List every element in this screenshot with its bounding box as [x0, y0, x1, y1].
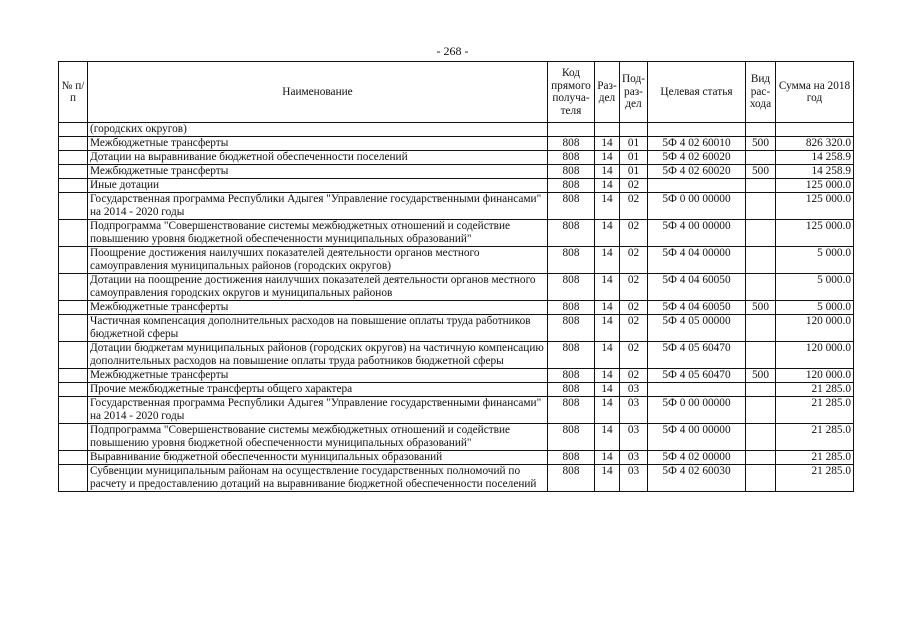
- row-subsection: [620, 123, 648, 137]
- row-expense-type: 500: [746, 165, 776, 179]
- row-num: [59, 301, 88, 315]
- row-num: [59, 179, 88, 193]
- row-num: [59, 315, 88, 342]
- row-amount: 125 000.0: [776, 179, 854, 193]
- row-target: 5Ф 4 04 60050: [648, 274, 746, 301]
- row-code: 808: [548, 151, 595, 165]
- row-amount: 120 000.0: [776, 315, 854, 342]
- row-name: Частичная компенсация дополнительных расходов на повышение оплаты труда работников бюджетной сферы: [88, 315, 548, 342]
- row-target: 5Ф 4 04 00000: [648, 247, 746, 274]
- row-subsection: 02: [620, 274, 648, 301]
- row-code: 808: [548, 369, 595, 383]
- row-code: 808: [548, 424, 595, 451]
- row-expense-type: [746, 465, 776, 492]
- row-num: [59, 220, 88, 247]
- row-section: 14: [595, 342, 620, 369]
- row-code: 808: [548, 301, 595, 315]
- table-row: [59, 301, 854, 315]
- row-num: [59, 383, 88, 397]
- row-amount: 21 285.0: [776, 424, 854, 451]
- row-code: 808: [548, 451, 595, 465]
- header-amount: Сумма на 2018 год: [776, 62, 854, 123]
- row-subsection: 01: [620, 151, 648, 165]
- table-row: [59, 165, 854, 179]
- row-num: [59, 451, 88, 465]
- row-target: [648, 179, 746, 193]
- row-section: 14: [595, 151, 620, 165]
- row-amount: 826 320.0: [776, 137, 854, 151]
- row-num: [59, 151, 88, 165]
- row-name: Межбюджетные трансферты: [88, 137, 548, 151]
- row-subsection: 02: [620, 301, 648, 315]
- row-name: Дотации на выравнивание бюджетной обеспеченности поселений: [88, 151, 548, 165]
- row-amount: 14 258.9: [776, 165, 854, 179]
- row-code: 808: [548, 220, 595, 247]
- row-subsection: 03: [620, 383, 648, 397]
- table-row: [59, 137, 854, 151]
- row-code: 808: [548, 315, 595, 342]
- row-subsection: 02: [620, 220, 648, 247]
- header-code: Код прямого получа-теля: [548, 62, 595, 123]
- row-name: Дотации на поощрение достижения наилучших показателей деятельности органов местного самоуправления городских округов и муниципальных районов: [88, 274, 548, 301]
- row-name: Межбюджетные трансферты: [88, 301, 548, 315]
- row-code: 808: [548, 274, 595, 301]
- row-expense-type: [746, 151, 776, 165]
- table-row: [59, 315, 854, 342]
- row-subsection: 02: [620, 369, 648, 383]
- row-name: Иные дотации: [88, 179, 548, 193]
- row-expense-type: [746, 179, 776, 193]
- row-code: 808: [548, 137, 595, 151]
- row-section: 14: [595, 383, 620, 397]
- row-target: 5Ф 4 02 60030: [648, 465, 746, 492]
- row-expense-type: 500: [746, 137, 776, 151]
- row-expense-type: [746, 220, 776, 247]
- table-row: [59, 274, 854, 301]
- row-subsection: 03: [620, 451, 648, 465]
- row-section: 14: [595, 274, 620, 301]
- header-name: Наименование: [88, 62, 548, 123]
- row-target: 5Ф 4 02 60010: [648, 137, 746, 151]
- row-subsection: 03: [620, 465, 648, 492]
- row-amount: 21 285.0: [776, 383, 854, 397]
- row-expense-type: [746, 315, 776, 342]
- row-section: 14: [595, 465, 620, 492]
- row-section: 14: [595, 220, 620, 247]
- table-row: [59, 193, 854, 220]
- row-amount: 21 285.0: [776, 451, 854, 465]
- row-code: 808: [548, 165, 595, 179]
- row-amount: 5 000.0: [776, 301, 854, 315]
- row-code: 808: [548, 179, 595, 193]
- row-num: [59, 397, 88, 424]
- row-target: 5Ф 0 00 00000: [648, 193, 746, 220]
- row-amount: 120 000.0: [776, 342, 854, 369]
- row-name: Подпрограмма "Совершенствование системы межбюджетных отношений и содействие повышению уровня бюджетной обеспеченности муниципальных образований": [88, 424, 548, 451]
- table-row: [59, 151, 854, 165]
- header-expense-type: Вид рас-хода: [746, 62, 776, 123]
- row-code: 808: [548, 465, 595, 492]
- row-name: Государственная программа Республики Адыгея "Управление государственными финансами" на 2014 - 2020 годы: [88, 193, 548, 220]
- page-number: - 268 -: [436, 44, 469, 58]
- row-target: 5Ф 4 00 00000: [648, 424, 746, 451]
- row-target: 5Ф 0 00 00000: [648, 397, 746, 424]
- row-section: [595, 123, 620, 137]
- row-subsection: 03: [620, 397, 648, 424]
- table-row: [59, 179, 854, 193]
- row-section: 14: [595, 397, 620, 424]
- row-subsection: 02: [620, 179, 648, 193]
- row-num: [59, 342, 88, 369]
- row-amount: 14 258.9: [776, 151, 854, 165]
- row-expense-type: [746, 397, 776, 424]
- table-row: [59, 247, 854, 274]
- row-expense-type: [746, 274, 776, 301]
- row-subsection: 02: [620, 315, 648, 342]
- row-target: [648, 383, 746, 397]
- row-num: [59, 274, 88, 301]
- row-section: 14: [595, 179, 620, 193]
- table-row: [59, 369, 854, 383]
- row-subsection: 02: [620, 193, 648, 220]
- row-target: 5Ф 4 02 60020: [648, 165, 746, 179]
- row-num: [59, 424, 88, 451]
- row-expense-type: [746, 193, 776, 220]
- row-target: 5Ф 4 00 00000: [648, 220, 746, 247]
- row-amount: [776, 123, 854, 137]
- row-code: [548, 123, 595, 137]
- row-expense-type: 500: [746, 369, 776, 383]
- row-name: Прочие межбюджетные трансферты общего характера: [88, 383, 548, 397]
- header-target: Целевая статья: [648, 62, 746, 123]
- row-num: [59, 123, 88, 137]
- table-row: [59, 424, 854, 451]
- table-row: [59, 465, 854, 492]
- row-amount: 5 000.0: [776, 274, 854, 301]
- row-num: [59, 369, 88, 383]
- row-name: Дотации бюджетам муниципальных районов (городских округов) на частичную компенсацию дополнительных расходов на повышение оплаты труда работников бюджетной сферы: [88, 342, 548, 369]
- row-target: 5Ф 4 05 60470: [648, 342, 746, 369]
- row-name: Государственная программа Республики Адыгея "Управление государственными финансами" на 2014 - 2020 годы: [88, 397, 548, 424]
- row-target: 5Ф 4 05 60470: [648, 369, 746, 383]
- row-name: Выравнивание бюджетной обеспеченности муниципальных образований: [88, 451, 548, 465]
- row-amount: 120 000.0: [776, 369, 854, 383]
- header-section: Раз-дел: [595, 62, 620, 123]
- row-expense-type: [746, 383, 776, 397]
- row-num: [59, 247, 88, 274]
- row-expense-type: [746, 123, 776, 137]
- row-expense-type: 500: [746, 301, 776, 315]
- row-num: [59, 193, 88, 220]
- header-subsection: Под-раз-дел: [620, 62, 648, 123]
- row-section: 14: [595, 165, 620, 179]
- row-section: 14: [595, 247, 620, 274]
- row-subsection: 03: [620, 424, 648, 451]
- row-target: [648, 123, 746, 137]
- row-target: 5Ф 4 04 60050: [648, 301, 746, 315]
- row-num: [59, 165, 88, 179]
- row-amount: 125 000.0: [776, 193, 854, 220]
- row-target: 5Ф 4 05 00000: [648, 315, 746, 342]
- table-row: [59, 220, 854, 247]
- row-section: 14: [595, 451, 620, 465]
- row-expense-type: [746, 424, 776, 451]
- row-subsection: 02: [620, 342, 648, 369]
- row-expense-type: [746, 451, 776, 465]
- row-section: 14: [595, 424, 620, 451]
- row-section: 14: [595, 315, 620, 342]
- row-name: (городских округов): [88, 123, 548, 137]
- row-target: 5Ф 4 02 00000: [648, 451, 746, 465]
- table-row: [59, 342, 854, 369]
- header-row: [59, 62, 854, 123]
- row-target: 5Ф 4 02 60020: [648, 151, 746, 165]
- table-row: [59, 397, 854, 424]
- row-expense-type: [746, 342, 776, 369]
- row-name: Подпрограмма "Совершенствование системы межбюджетных отношений и содействие повышению уровня бюджетной обеспеченности муниципальных образований": [88, 220, 548, 247]
- budget-table: [58, 61, 854, 492]
- row-name: Субвенции муниципальным районам на осуществление государственных полномочий по расчету и предоставлению дотаций на выравнивание бюджетной обеспеченности поселений: [88, 465, 548, 492]
- header-num: № п/п: [59, 62, 88, 123]
- row-code: 808: [548, 383, 595, 397]
- row-subsection: 02: [620, 247, 648, 274]
- row-amount: 5 000.0: [776, 247, 854, 274]
- row-section: 14: [595, 301, 620, 315]
- row-name: Поощрение достижения наилучших показателей деятельности органов местного самоуправления муниципальных районов (городских округов): [88, 247, 548, 274]
- table-row: [59, 451, 854, 465]
- row-amount: 125 000.0: [776, 220, 854, 247]
- row-amount: 21 285.0: [776, 465, 854, 492]
- row-code: 808: [548, 247, 595, 274]
- row-section: 14: [595, 369, 620, 383]
- row-expense-type: [746, 247, 776, 274]
- row-num: [59, 465, 88, 492]
- row-subsection: 01: [620, 165, 648, 179]
- row-subsection: 01: [620, 137, 648, 151]
- row-code: 808: [548, 193, 595, 220]
- table-row: [59, 383, 854, 397]
- row-section: 14: [595, 193, 620, 220]
- row-code: 808: [548, 342, 595, 369]
- row-amount: 21 285.0: [776, 397, 854, 424]
- row-name: Межбюджетные трансферты: [88, 369, 548, 383]
- row-code: 808: [548, 397, 595, 424]
- row-name: Межбюджетные трансферты: [88, 165, 548, 179]
- row-section: 14: [595, 137, 620, 151]
- row-num: [59, 137, 88, 151]
- table-row: [59, 123, 854, 137]
